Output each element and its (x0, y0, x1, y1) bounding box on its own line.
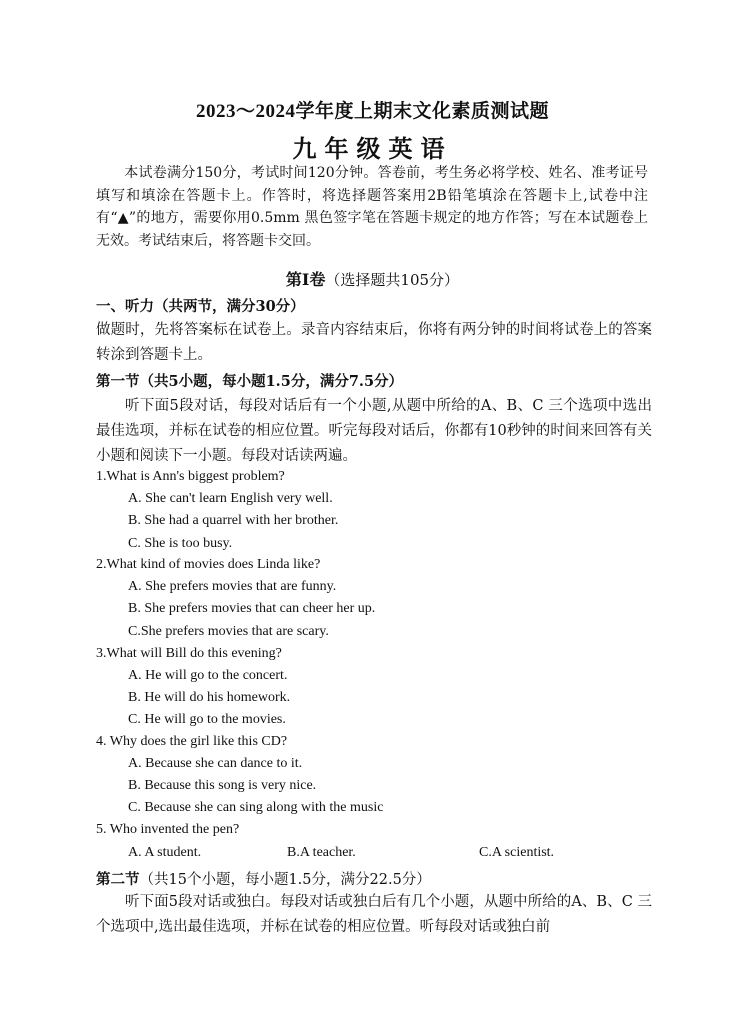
part-one-heading (0, 267, 745, 290)
question-3: 3.What will Bill do this evening? (96, 646, 282, 661)
question-5-option-a: A. A student. (128, 845, 202, 860)
question-1-option-c: C. She is too busy. (128, 536, 233, 551)
question-2-option-c: C.She prefers movies that are scary. (128, 624, 329, 639)
question-3-option-c: C. He will go to the movies. (128, 712, 286, 727)
section-one-instructions: 听下面5段对话，每段对话后有一个小题,从题中所给的A、B、C 三个选项中选出最佳选项，并标在试卷的相应位置。听完每段对话后，你都有10秒钟的时间来回答有关小题和阅读下一小题。每段对话读两遍。 (96, 398, 652, 464)
listening-instructions: 做题时，先将答案标在试卷上。录音内容结束后，你将有两分钟的时间将试卷上的答案转涂到答题卡上。 (96, 322, 652, 363)
section-two-note: （共15个小题，每小题1.5分，满分22.5分） (139, 872, 431, 888)
listening-heading: 一、听力（共两节，满分30分） (96, 298, 305, 315)
question-4: 4. Why does the girl like this CD? (96, 734, 288, 749)
question-2-option-b: B. She prefers movies that can cheer her up. (128, 601, 376, 616)
part-one-note: （选择题共105分） (325, 271, 460, 289)
section-one-heading: 第一节（共5小题，每小题1.5分，满分7.5分） (96, 373, 404, 390)
part-one-label: 第Ⅰ卷 (285, 270, 326, 289)
question-2-option-a: A. She prefers movies that are funny. (128, 579, 337, 594)
question-5: 5. Who invented the pen? (96, 822, 240, 837)
section-two-label: 第二节 (96, 871, 140, 888)
question-3-option-b: B. He will do his homework. (128, 690, 291, 705)
exam-subject: 九年级英语 (292, 134, 453, 163)
question-2: 2.What kind of movies does Linda like? (96, 557, 321, 572)
section-two-heading (96, 868, 431, 889)
question-4-option-b: B. Because this song is very nice. (128, 778, 317, 793)
question-5-option-b: B.A teacher. (287, 845, 356, 860)
exam-instructions (96, 162, 648, 252)
question-4-option-a: A. Because she can dance to it. (128, 756, 303, 771)
question-4-option-c: C. Because she can sing along with the music (128, 800, 384, 815)
question-1-option-a: A. She can't learn English very well. (128, 491, 333, 506)
exam-instructions-text: 本试卷满分150分，考试时间120分钟。答卷前，考生务必将学校、姓名、准考证号填写和填涂在答题卡上。作答时，将选择题答案用2B铅笔填涂在答题卡上,试卷中注有“▲”的地方，需要你用0.5mm 黑色签字笔在答题卡规定的地方作答；写在本试题卷上无效。考试结束后，将答题卡交回。 (96, 165, 648, 249)
question-3-option-a: A. He will go to the concert. (128, 668, 288, 683)
exam-title: 2023～2024学年度上期末文化素质测试题 (195, 101, 549, 122)
question-1: 1.What is Ann's biggest problem? (96, 469, 285, 484)
question-1-option-b: B. She had a quarrel with her brother. (128, 513, 339, 528)
question-5-option-c: C.A scientist. (479, 845, 555, 860)
section-two-instructions: 听下面5段对话或独白。每段对话或独白后有几个小题，从题中所给的A、B、C 三个选项中,选出最佳选项，并标在试卷的相应位置。听每段对话或独白前 (96, 894, 652, 935)
